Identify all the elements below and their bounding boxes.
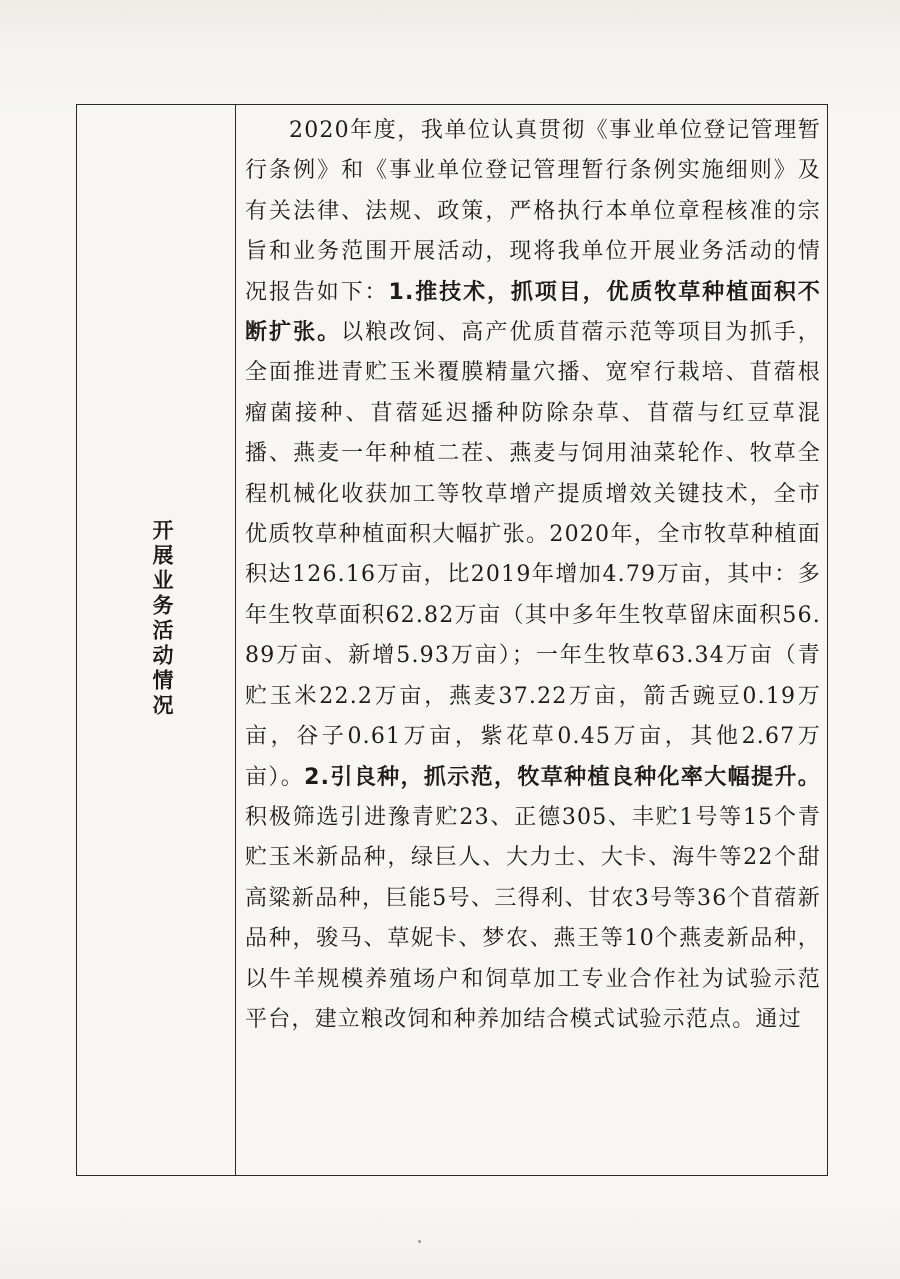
paragraph-body-2: 积极筛选引进豫青贮23、正德305、丰贮1号等15个青贮玉米新品种，绿巨人、大力士、大卡、海牛等22个甜高粱新品种，巨能5号、三得利、甘农3号等36个苜蓿新品种，骏马、草妮卡、梦农、燕王等10个燕麦新品种，以牛羊规模养殖场户和饲草加工专业合作社为试验示范平台，建立粮改饲和种养加结合模式试验示范点。通过: [245, 804, 821, 1032]
section-heading-1: 1.推技术，抓项目，优质牧草种植面积不断扩张。: [245, 279, 822, 346]
row-label: 开展业务活动情况: [150, 519, 174, 719]
section-heading-2: 2.引良种，抓示范，牧草种植良种化率大幅提升。: [304, 764, 821, 790]
row-content-cell: [245, 111, 821, 1040]
row-label-cell: [77, 105, 235, 1175]
scan-speck: [418, 1240, 421, 1243]
column-divider: [235, 105, 236, 1175]
report-table: [76, 104, 828, 1176]
paragraph-intro: 2020年度，我单位认真贯彻《事业单位登记管理暂行条例》和《事业单位登记管理暂行条例实施细则》及有关法律、法规、政策，严格执行本单位章程核准的宗旨和业务范围开展活动，现将我单位开展业务活动的情况报告如下：: [245, 118, 821, 305]
paragraph-body-1: 以粮改饲、高产优质苜蓿示范等项目为抓手，全面推进青贮玉米覆膜精量穴播、宽窄行栽培、苜蓿根瘤菌接种、苜蓿延迟播种防除杂草、苜蓿与红豆草混播、燕麦一年种植二茬、燕麦与饲用油菜轮作、牧草全程机械化收获加工等牧草增产提质增效关键技术，全市优质牧草种植面积大幅扩张。2020年，全市牧草种植面积达126.16万亩，比2019年增加4.79万亩，其中：多年生牧草面积62.82万亩（其中多年生牧草留床面积56.89万亩、新增5.93万亩）；一年生牧草63.34万亩（青贮玉米22.2万亩，燕麦37.22万亩，箭舌豌豆0.19万亩，谷子0.61万亩，紫花草0.45万亩，其他2.67万亩）。: [245, 320, 821, 790]
